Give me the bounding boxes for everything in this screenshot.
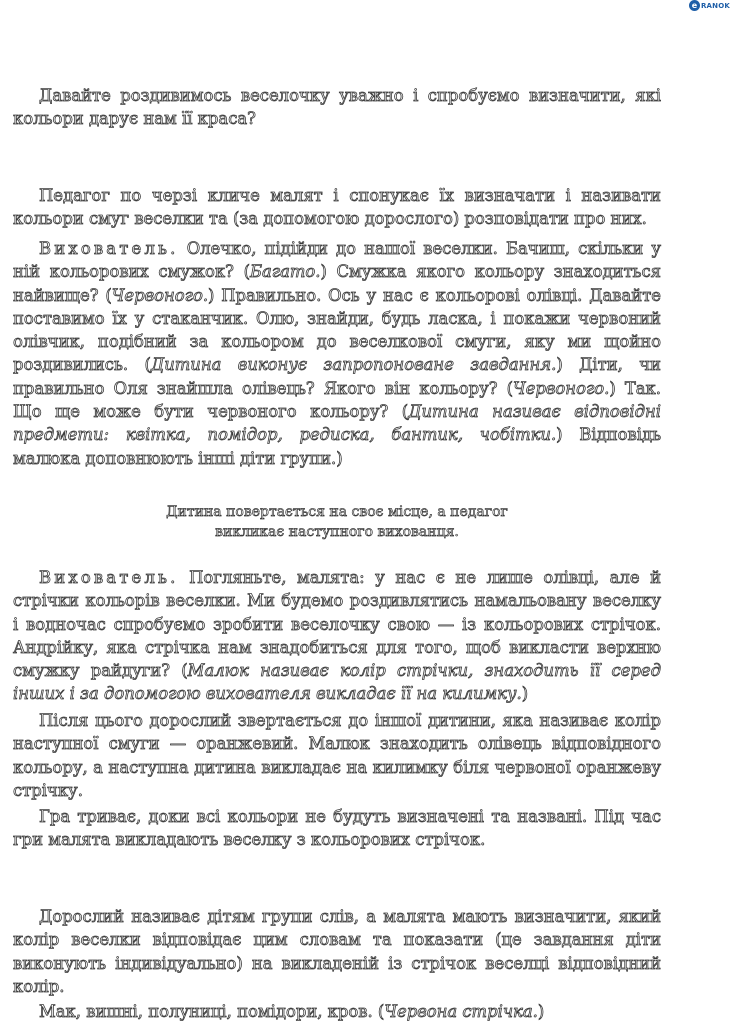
paragraph-word-groups: Дорослий називає дітям групи слів, а малята мають визначити, який колір веселки відповідає цим словам та показати (це завдання діти виконують індивідуально) на викладеній із стрічок веселці відповідний колір.	[13, 907, 661, 996]
paragraph-intro: Давайте роздивимось веселочку уважно і спробуємо визначити, які кольори дарує нам її краса?	[13, 86, 661, 129]
paragraph-game-continues: Гра триває, доки всі кольори не будуть визначені та названі. Під час гри малята викладають веселку з кольорових стрічок.	[13, 807, 661, 850]
paragraph-next-child: Після цього дорослий звертається до іншої дитини, яка називає колір наступної смуги — оранжевий. Малюк знаходить олівець відповідного кольору, а наступна дитина викладає на килимку біля червоної оранжеву стрічку.	[13, 711, 661, 800]
speaker-label: Вихователь.	[39, 568, 179, 587]
paragraph-dialogue-olya: Вихователь. Олечко, підійди до нашої веселки. Бачиш, скільки у ній кольорових смужок? (Багато.) Смужка якого кольору знаходиться найвище? (Червоного.) Правильно. Ось у нас є кольорові олівці. Давайте поставимо їх у стаканчик. Олю, знайди, будь ласка, і покажи червоний олівчик, подібний за кольором до веселкової смуги, яку ми щойно роздивились. (Дитина виконує запропоноване завдання.) Діти, чи правильно Оля знайшла олівець? Якого він кольору? (Червоного.) Так. Що ще може бути червоного кольору? (Дитина називає відповідні предмети: квітка, помідор, редиска, бантик, чобітки.) Відповідь малюка доповнюють інші діти групи.)	[13, 239, 662, 468]
paragraph-red-words: Мак, вишні, полуниці, помідори, кров. (Червона стрічка.)	[39, 1002, 545, 1021]
speaker-label: Вихователь.	[39, 239, 179, 258]
logo-text: RANOK	[700, 1, 730, 10]
stage-direction: Дитина повертається на своє місце, а педагог викликає наступного вихованця.	[166, 504, 508, 540]
paragraph-dialogue-ribbons: Вихователь. Погляньте, малята: у нас є не лише олівці, але й стрічки кольорів веселки. Ми будемо роздивлятись намальовану веселку і водночас спробуємо зробити веселочку свою — із кольорових стрічок. Андрійку, яка стрічка нам знадобиться для того, щоб викласти верхню смужку райдуги? (Малюк називає колір стрічки, знаходить її серед інших і за допомогою вихователя викладає її на килимку.)	[13, 568, 661, 704]
paragraph-teacher-calls: Педагог по черзі кличе малят і спонукає їх визначати і називати кольори смуг веселки та (за допомогою дорослого) розповідати про них.	[13, 186, 661, 229]
logo-mark-icon: e	[689, 0, 700, 11]
